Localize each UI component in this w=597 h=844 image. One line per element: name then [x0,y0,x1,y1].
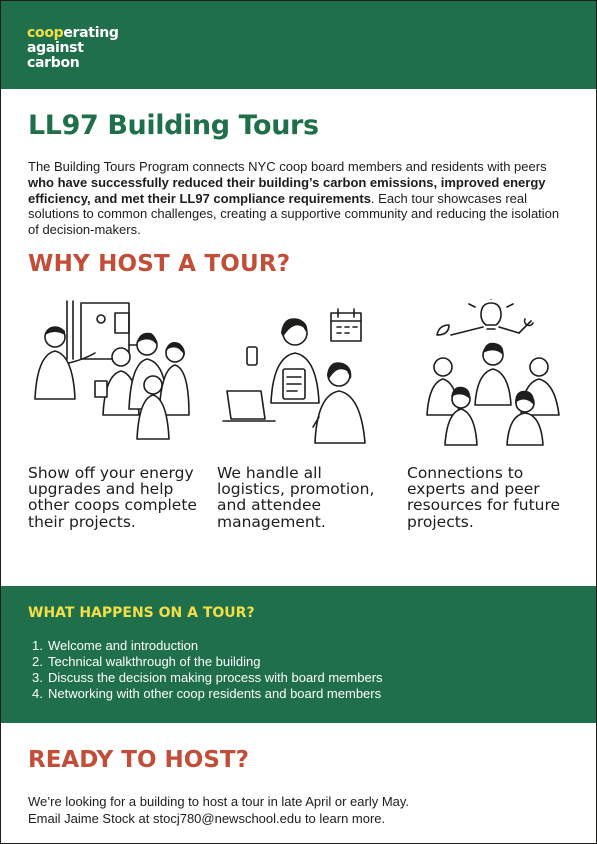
benefit-text-3: Connections to experts and peer resources for future projects. [407,464,561,531]
ready-line-1: We’re looking for a building to host a tour in late April or early May. [28,794,410,809]
cooperating-against-carbon-logo [27,26,119,71]
step-text: Discuss the decision making process with board members [48,670,383,685]
step-text: Networking with other coop residents and board members [48,686,382,701]
logo-line3-text: carbon [27,55,80,71]
logo-line1-text: erating [63,25,119,41]
group-with-lightbulb-and-tools-illustration [415,299,565,447]
people-touring-utility-room-illustration [29,299,191,441]
list-item [28,638,383,654]
step-number: 3. [32,670,43,685]
list-item [28,686,383,702]
intro-text-1: The Building Tours Program connects NYC coop board members and residents with peers [28,159,547,174]
intro-text-2: . Each tour showcases real solutions to common challenges, creating a supportive community and reducing the isolation of decision-makers. [28,190,560,238]
page-title: LL97 Building Tours [28,110,319,141]
list-item [28,654,383,670]
step-number: 4. [32,686,43,701]
logo-line2-text: against [27,40,84,56]
benefit-text-1: Show off your energy upgrades and help other coops complete their projects. [28,464,197,531]
logo-accent-text: coop [27,25,64,41]
header-band [1,1,596,89]
intro-bold-text: who have successfully reduced their building’s carbon emissions, improved energy efficiency, and met their LL97 compliance requirements [28,174,546,206]
intro-paragraph [28,159,573,238]
ready-to-host-text [28,793,578,827]
step-number: 1. [32,638,43,653]
list-item [28,670,383,686]
step-text: Technical walkthrough of the building [48,654,261,669]
ready-line-2: Email Jaime Stock at stocj780@newschool.edu to learn more. [28,811,386,826]
people-with-laptop-checklist-calendar-illustration [219,299,371,445]
why-host-heading: WHY HOST A TOUR? [28,251,291,277]
step-text: Welcome and introduction [48,638,199,653]
tour-steps-list [28,638,383,702]
ready-to-host-heading: READY TO HOST? [28,747,249,773]
step-number: 2. [32,654,43,669]
tour-heading: WHAT HAPPENS ON A TOUR? [28,605,255,621]
benefit-text-2: We handle all logistics, promotion, and attendee management. [217,464,375,531]
